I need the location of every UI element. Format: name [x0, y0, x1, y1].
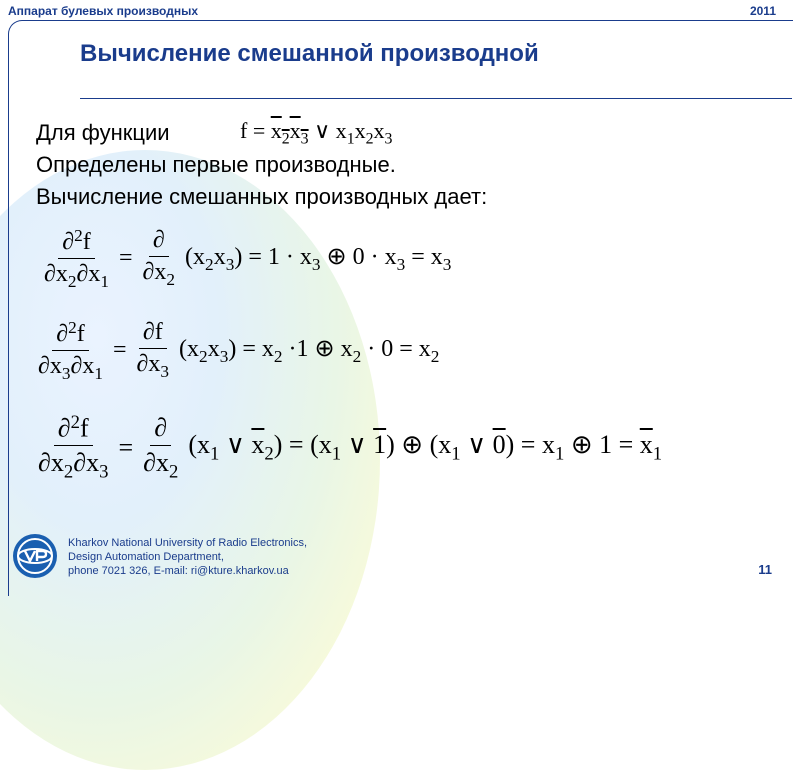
title-divider: [80, 98, 792, 99]
equation-2: $\frac{\partial^2f}{\partial x_3\partial x_1}$ = $\frac{\partial f}{\partial x_3}$ $(x_2x_3) = x_2 \cdot 1$ ⊕ $x_2 \cdot 0 = x_2$: [38, 318, 440, 383]
university-logo-icon: [12, 533, 58, 579]
text-line-2: Определены первые производные.: [36, 152, 396, 177]
page-number: 11: [758, 562, 772, 577]
footer-contact-info: phone 7021 326, E-mail: ri@kture.kharkov.ua: [68, 565, 289, 577]
footer-university: Kharkov National University of Radio Electronics,: [68, 537, 308, 549]
header-year: 2011: [749, 4, 776, 18]
equation-1: $\frac{\partial^2f}{\partial x_2\partial x_1}$ = $\frac{\partial}{\partial x_2}$ $(x_2x_3) = 1 \cdot x_3$ ⊕ $0 \cdot x_3 = x_3$: [44, 226, 452, 291]
slide-title: Вычисление смешанной производной: [80, 40, 539, 67]
text-line-3: Вычисление смешанных производных дает:: [36, 184, 488, 209]
text-line-1: Для функции: [36, 120, 170, 145]
function-formula: $f = x_2x_3$ ∨ $x_1x_2x_3$: [240, 118, 393, 148]
slide-frame: [8, 20, 793, 596]
header-topic: Аппарат булевых производных: [8, 4, 199, 18]
equation-3: $\frac{\partial^2f}{\partial x_2\partial x_3}$ = $\frac{\partial}{\partial x_2}$ ($x_1$ ∨ $\overline{x}_2) = (x_1$ ∨ 1) ⊕ ($x_1$ ∨ $0) = x_1$ ⊕ $1 = \overline{x}_1$: [38, 412, 663, 483]
footer-contact: [68, 536, 307, 578]
footer-department: Design Automation Department,: [68, 551, 224, 563]
